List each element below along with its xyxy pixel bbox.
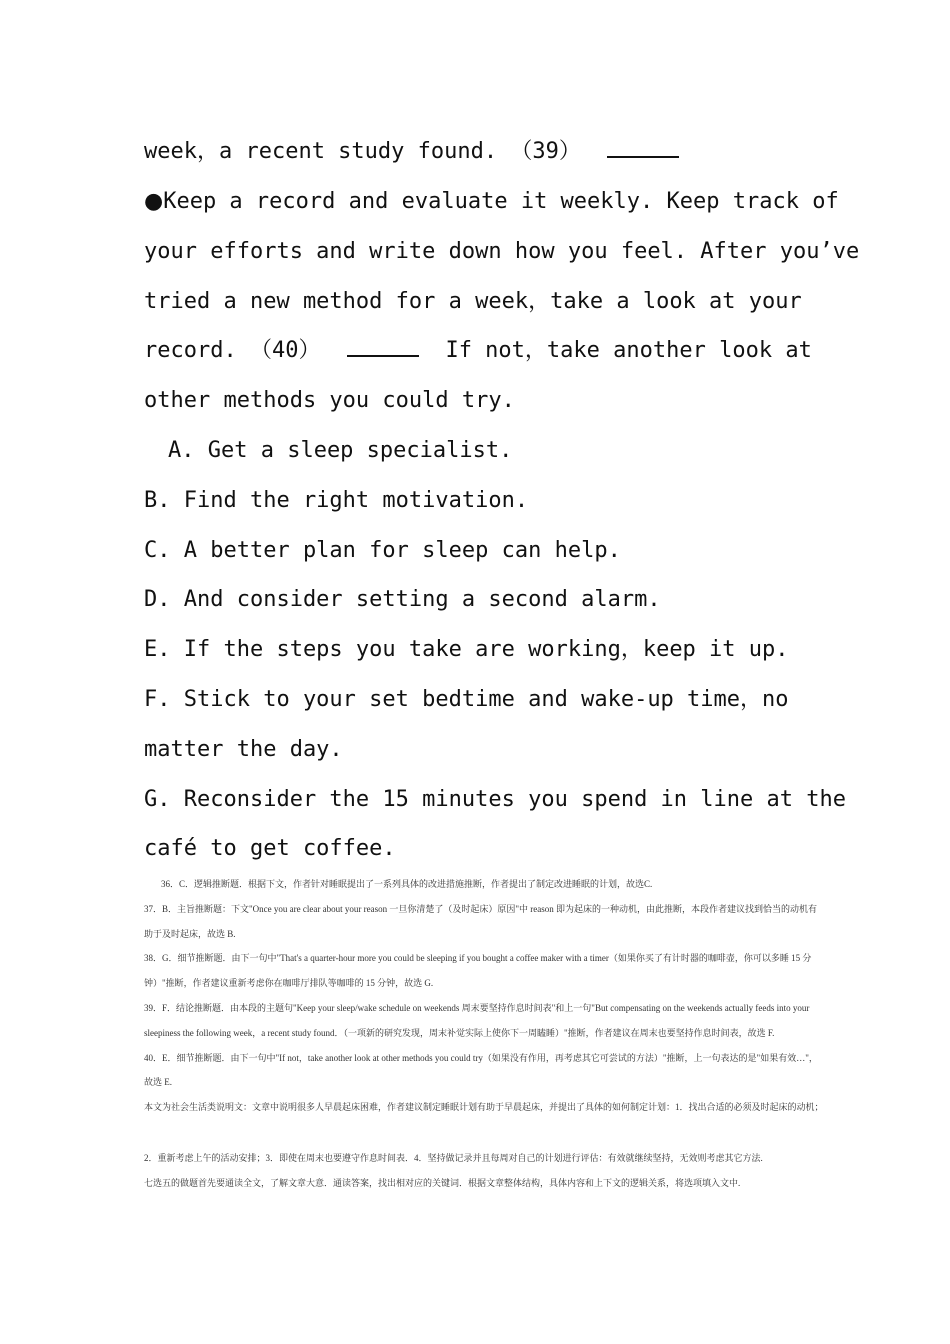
passage-line xyxy=(144,137,679,167)
answer-note-40-continued: 故选 E. xyxy=(144,1077,172,1087)
answer-blank-40 xyxy=(347,337,419,357)
passage-line: tried a new method for a week，take a look at your xyxy=(144,289,802,314)
summary-line: 七选五的做题首先要通读全文，了解文章大意．通读答案，找出相对应的关键词．根据文章整体结构，具体内容和上下文的逻辑关系，将选项填入文中. xyxy=(144,1178,741,1188)
option-b: B. Find the right motivation. xyxy=(144,488,529,513)
answer-note-37-continued: 助于及时起床，故选 B. xyxy=(144,929,236,939)
passage-text: Keep a record and evaluate it weekly. Keep track of xyxy=(163,189,839,214)
passage-line xyxy=(144,187,839,217)
answer-note-36: 36．C．逻辑推断题．根据下文，作者针对睡眠提出了一系列具体的改进措施推断，作者提出了制定改进睡眠的计划，故选C. xyxy=(161,879,653,889)
bullet-icon: ● xyxy=(144,189,164,214)
answer-blank-39 xyxy=(607,138,679,158)
option-f: F. Stick to your set bedtime and wake-up time，no xyxy=(144,687,789,712)
passage-line xyxy=(144,336,812,366)
summary-line: 本文为社会生活类说明文：文章中说明很多人早晨起床困难，作者建议制定睡眠计划有助于早晨起床，并提出了具体的如何制定计划：1．找出合适的必须及时起床的动机； xyxy=(144,1102,824,1112)
option-d: D. And consider setting a second alarm. xyxy=(144,587,661,612)
option-g: G. Reconsider the 15 minutes you spend in line at the xyxy=(144,787,846,812)
answer-note-39-continued: sleepiness the following week，a recent study found．（一项新的研究发现，周末补觉实际上使你下一周瞌睡）"推断，作者建议在周末也要坚持作息时间表，故选 F. xyxy=(144,1028,775,1038)
option-a: A. Get a sleep specialist. xyxy=(168,438,513,463)
answer-note-38-continued: 钟）"推断，作者建议重新考虑你在咖啡厅排队等咖啡的 15 分钟，故选 G. xyxy=(144,978,434,988)
option-f-continued: matter the day. xyxy=(144,737,343,762)
answer-note-37: 37．B．主旨推断题：下文"Once you are clear about your reason 一旦你清楚了（及时起床）原因"中 reason 即为起床的一种动机，由此推断，本段作者建议找到恰当的动机有 xyxy=(144,904,818,914)
passage-line: your efforts and write down how you feel. After you’ve xyxy=(144,239,860,264)
option-g-continued: café to get coffee. xyxy=(144,836,396,861)
summary-line: 2．重新考虑上午的活动安排；3．即使在周末也要遵守作息时间表．4．坚持做记录并且每周对自己的计划进行评估：有效就继续坚持，无效则考虑其它方法. xyxy=(144,1153,763,1163)
passage-text: record. （40） xyxy=(144,338,347,363)
option-c: C. A better plan for sleep can help. xyxy=(144,538,621,563)
passage-line: other methods you could try. xyxy=(144,388,515,413)
option-e: E. If the steps you take are working，keep it up. xyxy=(144,637,789,662)
answer-note-39: 39．F．结论推断题．由本段的主题句"Keep your sleep/wake schedule on weekends 周末要坚持作息时间表"和上一句"But compensating on the weekends actually feeds into your xyxy=(144,1003,810,1013)
answer-note-40: 40．E．细节推断题．由下一句中"If not，take another look at other methods you could try（如果没有作用，再考虑其它可尝试的方法）"推断，上一句表达的是"如果有效…"， xyxy=(144,1053,818,1063)
answer-note-38: 38．G．细节推断题．由下一句中"That's a quarter-hour more you could be sleeping if you bought a coffee maker with a timer（如果你买了有计时器的咖啡壶，你可以多睡 15 分 xyxy=(144,953,812,963)
passage-text: If not，take another look at xyxy=(418,338,812,363)
passage-text: week，a recent study found. （39） xyxy=(144,139,608,164)
